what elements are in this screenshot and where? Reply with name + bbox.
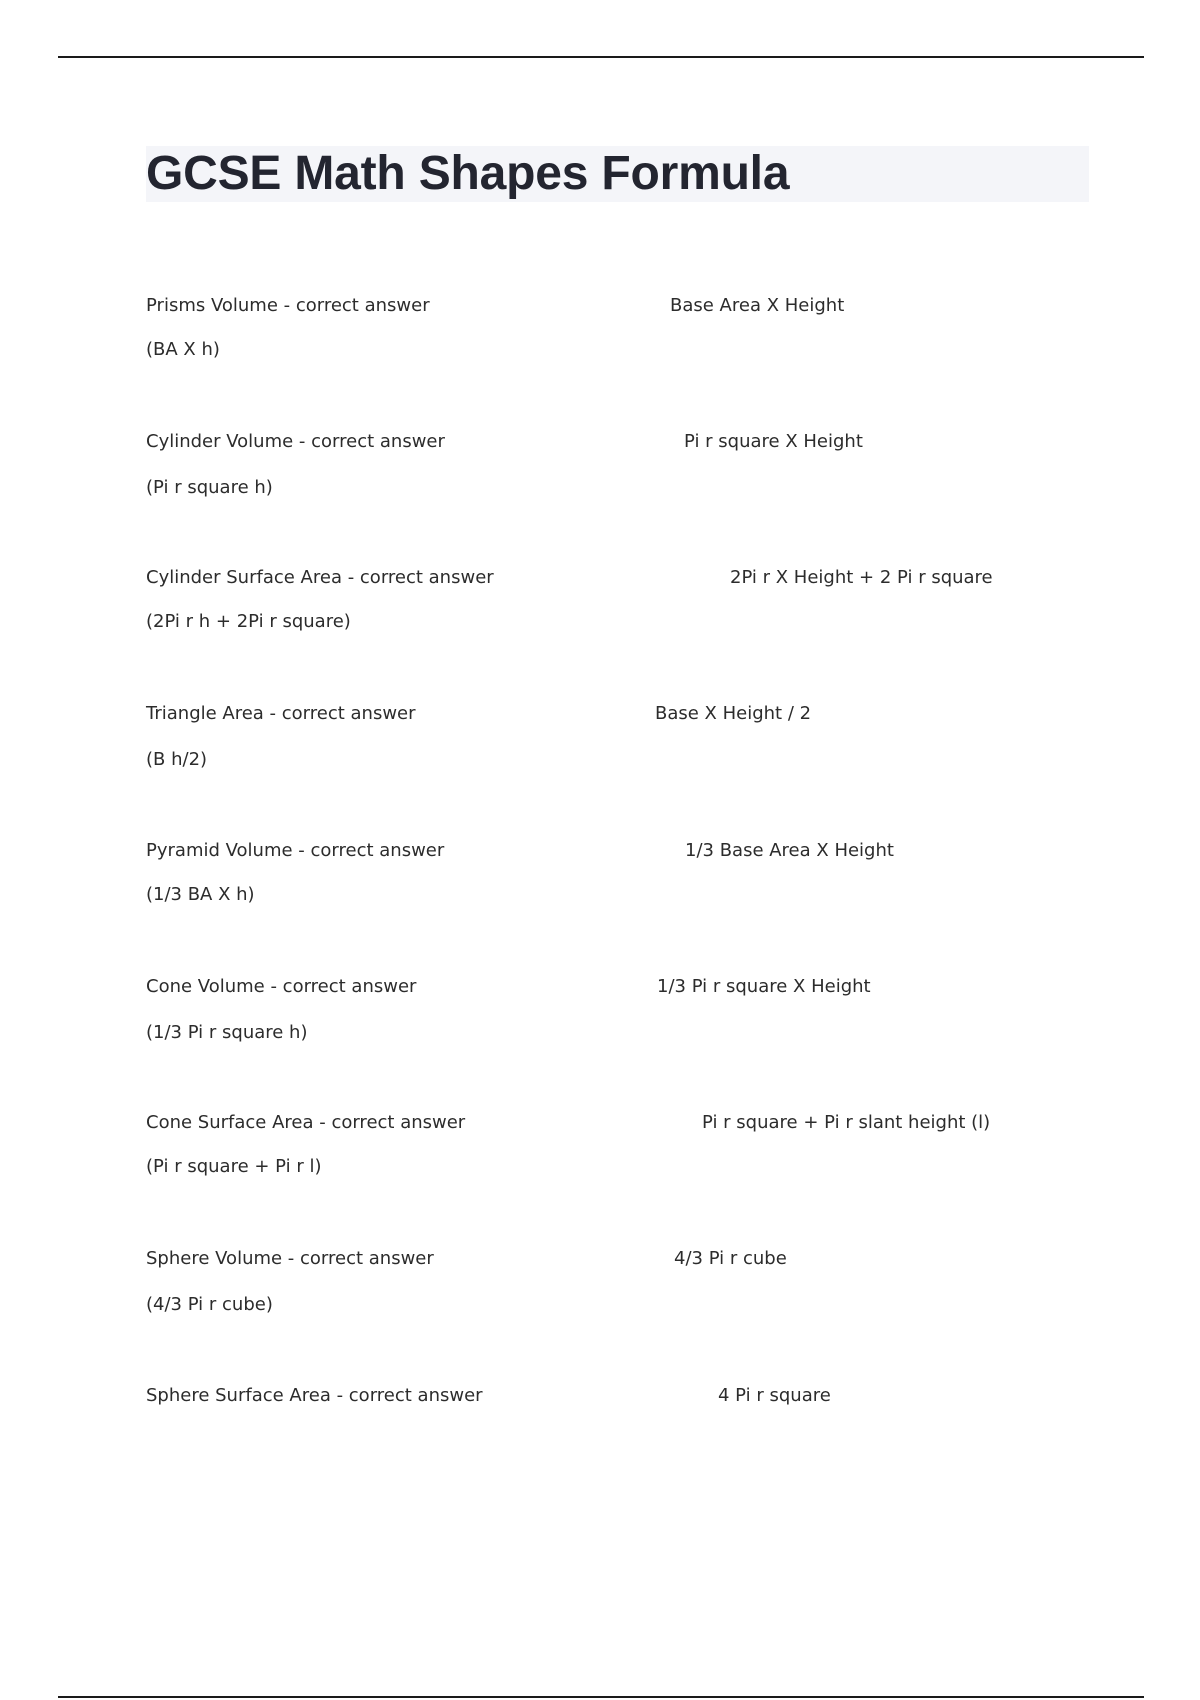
entry-question: Triangle Area - correct answer bbox=[146, 703, 416, 724]
entry-abbreviation: (4/3 Pi r cube) bbox=[146, 1294, 273, 1315]
entry-abbreviation: (2Pi r h + 2Pi r square) bbox=[146, 611, 351, 632]
entry-answer: Base Area X Height bbox=[670, 295, 845, 316]
entry-abbreviation: (1/3 BA X h) bbox=[146, 884, 255, 905]
formula-entry bbox=[146, 294, 1106, 394]
entry-abbreviation: (B h/2) bbox=[146, 749, 208, 770]
bottom-divider bbox=[58, 1696, 1144, 1698]
entry-abbreviation: (BA X h) bbox=[146, 339, 220, 360]
formula-entry bbox=[146, 702, 1106, 802]
entry-answer: 1/3 Pi r square X Height bbox=[657, 976, 871, 997]
top-divider bbox=[58, 56, 1144, 58]
entry-answer: Base X Height / 2 bbox=[655, 703, 812, 724]
entry-question: Cylinder Volume - correct answer bbox=[146, 431, 445, 452]
title-banner bbox=[146, 146, 1089, 202]
entry-question: Sphere Volume - correct answer bbox=[146, 1248, 434, 1269]
formula-entry bbox=[146, 1247, 1106, 1347]
entry-question: Cone Volume - correct answer bbox=[146, 976, 417, 997]
entry-answer: Pi r square X Height bbox=[684, 431, 863, 452]
formula-entry bbox=[146, 1384, 1106, 1484]
entry-question: Cylinder Surface Area - correct answer bbox=[146, 567, 494, 588]
entry-answer: 2Pi r X Height + 2 Pi r square bbox=[730, 567, 993, 588]
page-title: GCSE Math Shapes Formula bbox=[146, 147, 790, 200]
entry-abbreviation: (Pi r square h) bbox=[146, 477, 273, 498]
entry-answer: 1/3 Base Area X Height bbox=[685, 840, 894, 861]
formula-entry bbox=[146, 430, 1106, 530]
entry-answer: 4/3 Pi r cube bbox=[674, 1248, 787, 1269]
formula-entry bbox=[146, 839, 1106, 939]
entry-question: Pyramid Volume - correct answer bbox=[146, 840, 445, 861]
entry-abbreviation: (Pi r square + Pi r l) bbox=[146, 1156, 322, 1177]
entry-answer: 4 Pi r square bbox=[718, 1385, 831, 1406]
formula-entry bbox=[146, 1111, 1106, 1211]
entry-question: Prisms Volume - correct answer bbox=[146, 295, 430, 316]
formula-entry bbox=[146, 975, 1106, 1075]
formula-entry bbox=[146, 566, 1106, 666]
entry-question: Cone Surface Area - correct answer bbox=[146, 1112, 466, 1133]
entry-abbreviation: (1/3 Pi r square h) bbox=[146, 1022, 308, 1043]
entry-answer: Pi r square + Pi r slant height (l) bbox=[702, 1112, 991, 1133]
entry-question: Sphere Surface Area - correct answer bbox=[146, 1385, 483, 1406]
